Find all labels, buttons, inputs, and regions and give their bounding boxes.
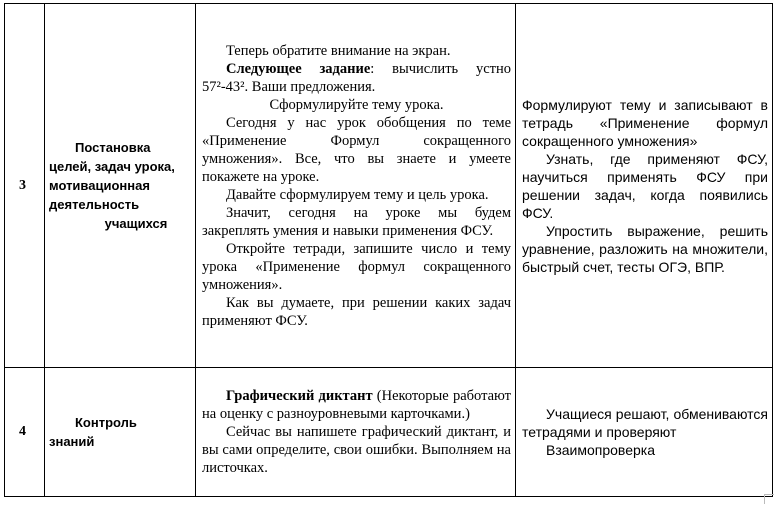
task-label: Следующее задание [226,60,371,77]
task-text: : вычислить устно 57²-43². Ваши предложения. [202,60,511,95]
teacher-paragraph: Сейчас вы напишете графический диктант, и вы сами определите, свои ошибки. Выполняем на листочках. [202,424,511,476]
teacher-paragraph: Откройте тетради, запишите число и тему урока «Применение формул сокращенного умножения». [202,240,511,293]
stage-name [45,4,196,368]
teacher-paragraph: Теперь обратите внимание на экран. [226,42,451,59]
teacher-activity [196,4,516,368]
teacher-paragraph [202,387,511,423]
table-row [5,4,773,368]
teacher-paragraph: Как вы думаете, при решении каких задач применяют ФСУ. [202,294,511,329]
teacher-paragraph: Значит, сегодня на уроке мы будем закреплять умения и навыки применения ФСУ. [202,204,511,239]
table-row [5,368,773,497]
stage-line: мотивационная [49,178,150,193]
student-activity [516,368,773,497]
page-corner-mark [764,494,774,504]
dictation-label: Графический диктант [226,388,373,404]
stage-name [45,368,196,497]
teacher-activity [196,368,516,497]
teacher-paragraph: Давайте сформулируем тему и цель урока. [226,186,489,203]
lesson-plan-table [4,3,773,497]
student-paragraph: Формулируют тему и записывают в тетрадь «Применение формул сокращенного умножения» [522,96,768,149]
stage-line: учащихся [104,216,168,231]
teacher-paragraph: Сформулируйте тему урока. [269,96,444,113]
student-paragraph: Узнать, где применяют ФСУ, научиться применять ФСУ при решении задач, когда появились ФСУ. [522,150,768,221]
stage-line: целей, задач урока, [49,159,175,174]
stage-line: Контроль [75,415,137,430]
dictation-text: (Некоторые работают на оценку с разноуровневыми карточками.) [202,388,511,422]
stage-line: знаний [49,434,95,449]
row-number: 3 [5,4,45,368]
student-paragraph: Взаимопроверка [546,442,655,458]
student-paragraph: Учащиеся решают, обмениваются тетрадями и проверяют [522,406,768,440]
teacher-paragraph: Сегодня у нас урок обобщения по теме «Применение Формул сокращенного умножения». Все, что вы знаете и умеете покажете на уроке. [202,114,511,185]
student-activity [516,4,773,368]
stage-line: деятельность [49,197,140,212]
teacher-paragraph [202,60,511,96]
student-paragraph: Упростить выражение, решить уравнение, разложить на множители, быстрый счет, тесты ОГЭ, ВПР. [522,222,768,275]
row-number: 4 [5,368,45,497]
stage-line: Постановка [75,140,151,155]
